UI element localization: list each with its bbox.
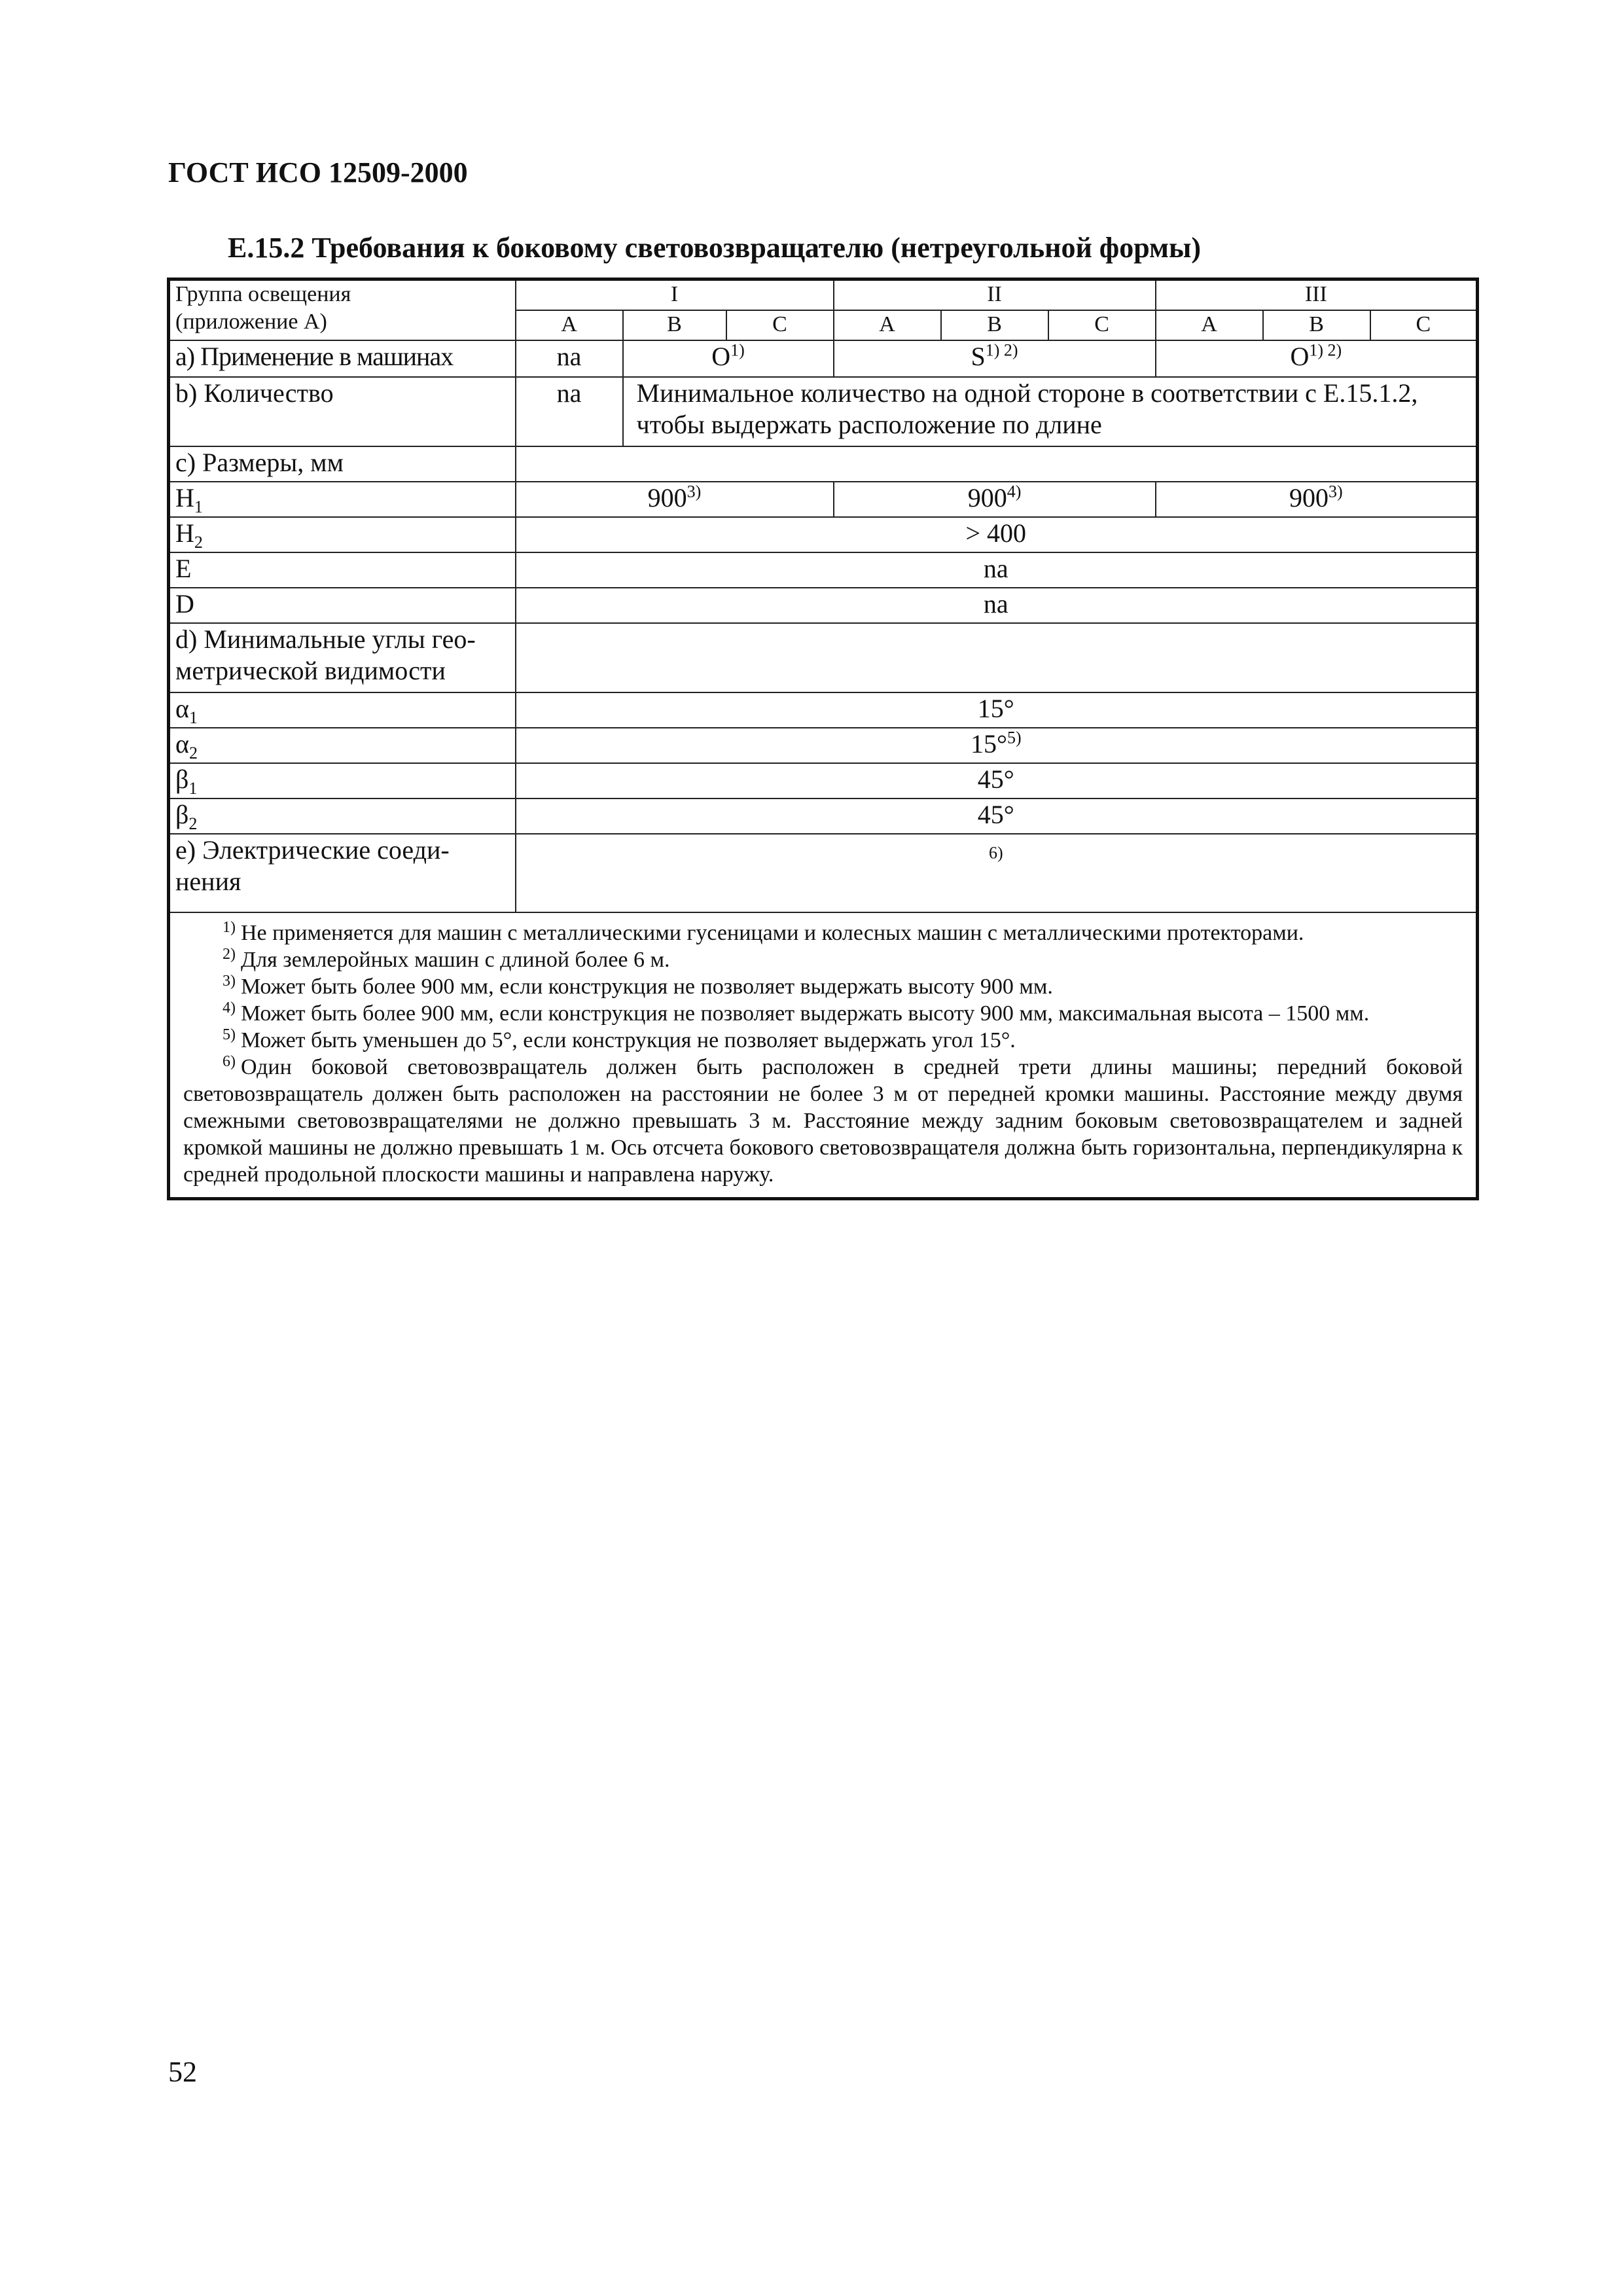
subcolumn-header: C [1370, 310, 1478, 340]
footnote: $^{3)}$ Может быть более 900 мм, если конструкция не позволяет выдержать высоту 900 мм. [223, 972, 1053, 999]
row-label: $H_2$ [169, 517, 516, 552]
row-label: $\alpha_2$ [169, 728, 516, 763]
cell-value: $S^{1) 2)}$ [834, 340, 1156, 377]
table-row [169, 482, 1478, 517]
subcolumn-header: B [1263, 310, 1370, 340]
lighting-group-annex: (приложение А) [175, 310, 327, 334]
table-row [169, 728, 1478, 763]
cell-value: 45° [516, 763, 1478, 798]
cell-value: 900$^{3)}$ [516, 482, 834, 517]
footnote: $^{2)}$ Для землеройных машин с длиной более 6 м. [223, 945, 670, 972]
cell-value: 15° [516, 692, 1478, 728]
table-notes-row [169, 912, 1478, 1199]
table-notes [169, 912, 1478, 1199]
cell-value: 15°$^{5)}$ [516, 728, 1478, 763]
row-label: E [169, 552, 516, 588]
row-label: D [169, 588, 516, 623]
cell-value: 900$^{3)}$ [1156, 482, 1478, 517]
row-label: с) Размеры, мм [169, 446, 516, 482]
subcolumn-header: A [1156, 310, 1263, 340]
lighting-group-header [169, 279, 516, 341]
table-row [169, 377, 1478, 446]
page-number: 52 [168, 2056, 197, 2088]
group-header-2: II [834, 279, 1156, 311]
table-row [169, 588, 1478, 623]
table-row [169, 623, 1478, 692]
cell-value: $O^{1)}$ [623, 340, 834, 377]
document-header: ГОСТ ИСО 12509-2000 [168, 156, 468, 188]
table-row [169, 517, 1478, 552]
row-label: $\beta_2$ [169, 798, 516, 834]
group-header-1: I [516, 279, 834, 311]
row-label: $\alpha_1$ [169, 692, 516, 728]
cell-value: > 400 [516, 517, 1478, 552]
section-title: E.15.2 Требования к боковому световозвращателю (нетреугольной формы) [228, 232, 1202, 264]
subcolumn-header: A [834, 310, 941, 340]
group-header-3: III [1156, 279, 1478, 311]
row-label: $H_1$ [169, 482, 516, 517]
cell-value: $O^{1) 2)}$ [1156, 340, 1478, 377]
cell-value: 6) [516, 834, 1478, 912]
lighting-group-label: Группа освещения [175, 282, 351, 306]
footnote: $^{1)}$ Не применяется для машин с металлическими гусеницами и колесных машин с металлическими протекторами. [223, 918, 1304, 945]
row-label: b) Количество [169, 377, 516, 446]
table-row [169, 340, 1478, 377]
cell-value: na [516, 588, 1478, 623]
footnote: $^{6)}$ Один боковой световозвращатель должен быть расположен в средней трети длины машины; передний боковой световозвращатель должен быть расположен на расстоянии не более 3 м от передней кромки машины. Расстояние между двумя смежными световозвращателями не должно превышать 3 м. Расстояние между задним боковым световозвращателем и задней кромкой машины не должно превышать 1 м. Ось отсчета бокового световозвращателя должна быть горизонтальна, перпендикулярна к средней продольной плоскости машины и направлена наружу. [183, 1052, 1463, 1187]
table-row [169, 446, 1478, 482]
cell-value: 900$^{4)}$ [834, 482, 1156, 517]
row-label: е) Электрические соеди- нения [169, 834, 516, 912]
row-label: а) Применение в машинах [169, 340, 516, 377]
subcolumn-header: C [1048, 310, 1156, 340]
subcolumn-header: A [516, 310, 623, 340]
footnote: $^{5)}$ Может быть уменьшен до 5°, если конструкция не позволяет выдержать угол 15°. [223, 1026, 1016, 1052]
footnote: $^{4)}$ Может быть более 900 мм, если конструкция не позволяет выдержать высоту 900 мм, максимальная высота – 1500 мм. [223, 999, 1370, 1026]
subcolumn-header: C [726, 310, 834, 340]
cell-value: na [516, 377, 623, 446]
cell-value [516, 446, 1478, 482]
cell-value: Минимальное количество на одной стороне в соответствии с Е.15.1.2, чтобы выдержать расположение по длине [623, 377, 1478, 446]
table-row [169, 763, 1478, 798]
row-label: $\beta_1$ [169, 763, 516, 798]
requirements-table [167, 278, 1479, 1200]
cell-value: na [516, 340, 623, 377]
table-row [169, 692, 1478, 728]
cell-value [516, 623, 1478, 692]
subcolumn-header: B [623, 310, 726, 340]
table-row [169, 798, 1478, 834]
table-row [169, 834, 1478, 912]
subcolumn-header: B [941, 310, 1048, 340]
row-label: d) Минимальные углы гео- метрической видимости [169, 623, 516, 692]
table-row [169, 552, 1478, 588]
cell-value: 45° [516, 798, 1478, 834]
cell-value: na [516, 552, 1478, 588]
